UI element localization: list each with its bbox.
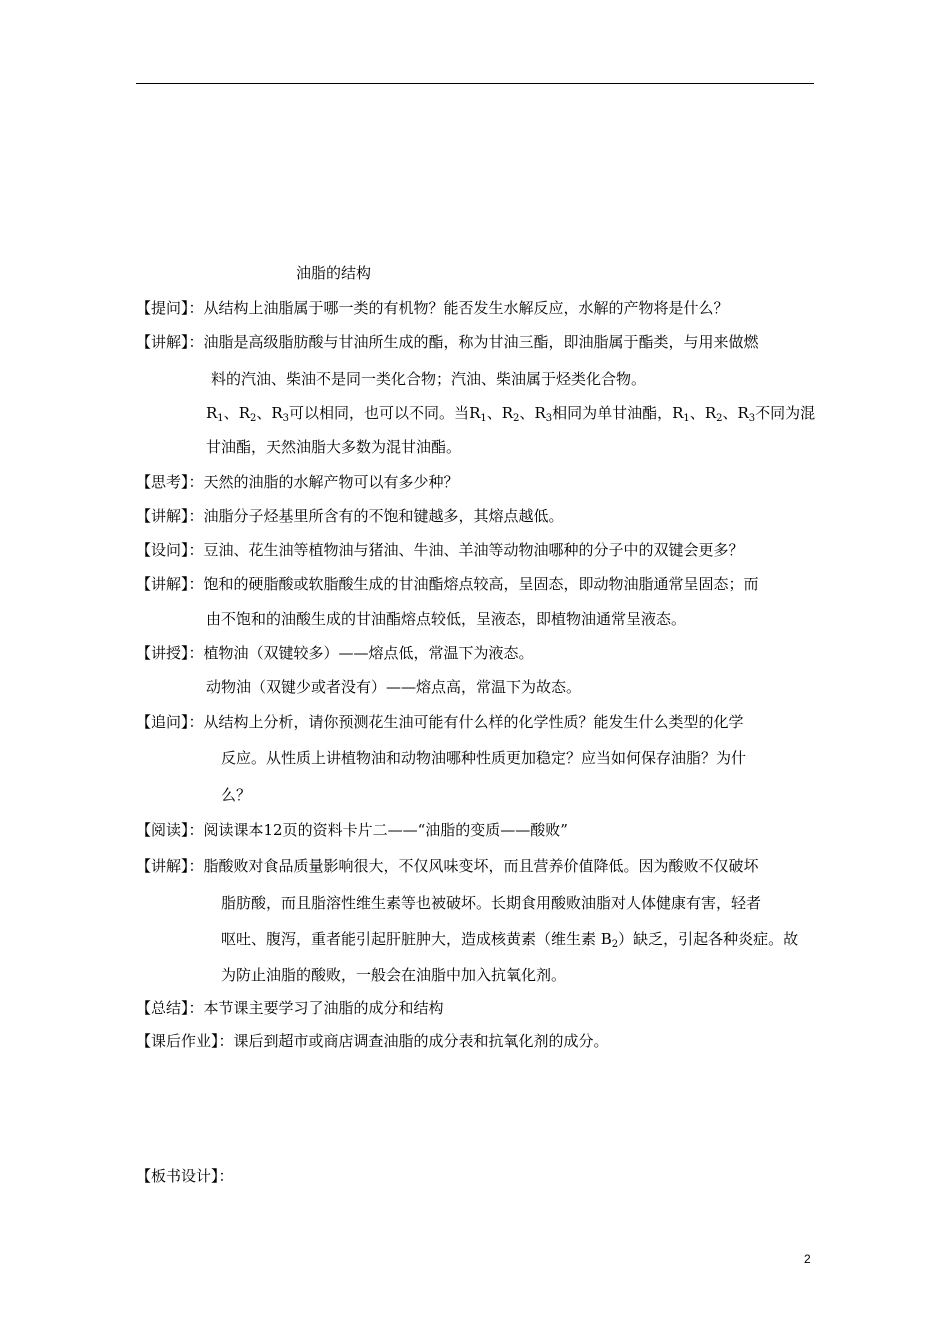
r-groups-line-2: 甘油酯，天然油脂大多数为混甘油酯。 [206, 438, 462, 456]
explain-4-line-3: 呕吐、腹泻，重者能引起肝脏肿大，造成核黄素（维生素 $B_2$）缺乏，引起各种炎症。故 [221, 930, 799, 950]
tag-board-design: 【板书设计】 [136, 1167, 219, 1185]
tag-homework: 【课后作业】 [136, 1032, 219, 1050]
page-number: 2 [804, 1252, 811, 1266]
homework-line [136, 1031, 609, 1051]
header-rule [136, 83, 814, 84]
tag-explain: 【讲解】 [136, 507, 189, 525]
lecture-text-1: ：植物油（双键较多）——熔点低，常温下为液态。 [188, 644, 534, 662]
explain-4-text-1: ：脂酸败对食品质量影响很大，不仅风味变坏，而且营养价值降低。因为酸败不仅破坏 [188, 857, 759, 875]
r-groups-line-1: $R_1$、$R_2$、$R_3$可以相同，也可以不同。当$R_1$、$R_2$、$R_3$相同为单甘油酯，$R_1$、$R_2$、$R_3$不同为混 [206, 404, 816, 424]
follow-up-line-3: 么？ [221, 786, 252, 804]
tag-pose-question: 【设问】 [136, 541, 189, 559]
homework-text: ：课后到超市或商店调查油脂的成分表和抗氧化剂的成分。 [218, 1032, 609, 1050]
question-text: ：从结构上油脂属于哪一类的有机物？能否发生水解反应，水解的产物将是什么？ [188, 299, 729, 317]
reading-text: ：阅读课本12页的资料卡片二——“油脂的变质——酸败” [188, 821, 568, 839]
tag-explain: 【讲解】 [136, 575, 189, 593]
follow-up-text-1: ：从结构上分析，请你预测花生油可能有什么样的化学性质？能发生什么类型的化学 [188, 713, 744, 731]
summary-text: ：本节课主要学习了油脂的成分和结构 [188, 999, 444, 1017]
explain-4-line-4: 为防止油脂的酸败，一般会在油脂中加入抗氧化剂。 [221, 966, 567, 984]
lecture-line-1 [136, 643, 534, 663]
tag-explain: 【讲解】 [136, 857, 189, 875]
think-line [136, 472, 459, 492]
question-line [136, 298, 729, 318]
follow-up-line-1 [136, 712, 744, 732]
explain-1-line-1 [136, 332, 759, 352]
tag-explain: 【讲解】 [136, 333, 189, 351]
explain-2-text: ：油脂分子烃基里所含有的不饱和键越多，其熔点越低。 [188, 507, 564, 525]
explain-4-line-2: 脂肪酸，而且脂溶性维生素等也被破坏。长期食用酸败油脂对人体健康有害，轻者 [221, 894, 762, 912]
explain-1-line-2: 料的汽油、柴油不是同一类化合物；汽油、柴油属于烃类化合物。 [211, 370, 647, 388]
pose-question-line [136, 540, 744, 560]
board-design-line [136, 1166, 234, 1186]
reading-line [136, 820, 568, 840]
pose-question-text: ：豆油、花生油等植物油与猪油、牛油、羊油等动物油哪种的分子中的双键会更多？ [188, 541, 744, 559]
explain-3-line-1 [136, 574, 759, 594]
tag-lecture: 【讲授】 [136, 644, 189, 662]
tag-summary: 【总结】 [136, 999, 189, 1017]
tag-follow-up: 【追问】 [136, 713, 189, 731]
explain-4-line-1 [136, 856, 759, 876]
tag-question: 【提问】 [136, 299, 189, 317]
explain-3-line-2: 由不饱和的油酸生成的甘油酯熔点较低，呈液态，即植物油通常呈液态。 [206, 610, 687, 628]
explain-1-text-1: ：油脂是高级脂肪酸与甘油所生成的酯，称为甘油三酯，即油脂属于酯类，与用来做燃 [188, 333, 759, 351]
explain-2-line [136, 506, 564, 526]
lecture-line-2: 动物油（双键少或者没有）——熔点高，常温下为故态。 [206, 678, 582, 696]
think-text: ：天然的油脂的水解产物可以有多少种？ [188, 473, 459, 491]
summary-line [136, 998, 444, 1018]
tag-think: 【思考】 [136, 473, 189, 491]
follow-up-line-2: 反应。从性质上讲植物油和动物油哪种性质更加稳定？应当如何保存油脂？为什 [221, 749, 747, 767]
tag-reading: 【阅读】 [136, 821, 189, 839]
section-title: 油脂的结构 [296, 264, 372, 282]
explain-3-text-1: ：饱和的硬脂酸或软脂酸生成的甘油酯熔点较高，呈固态，即动物油脂通常呈固态；而 [188, 575, 759, 593]
board-design-text: ： [218, 1167, 234, 1185]
